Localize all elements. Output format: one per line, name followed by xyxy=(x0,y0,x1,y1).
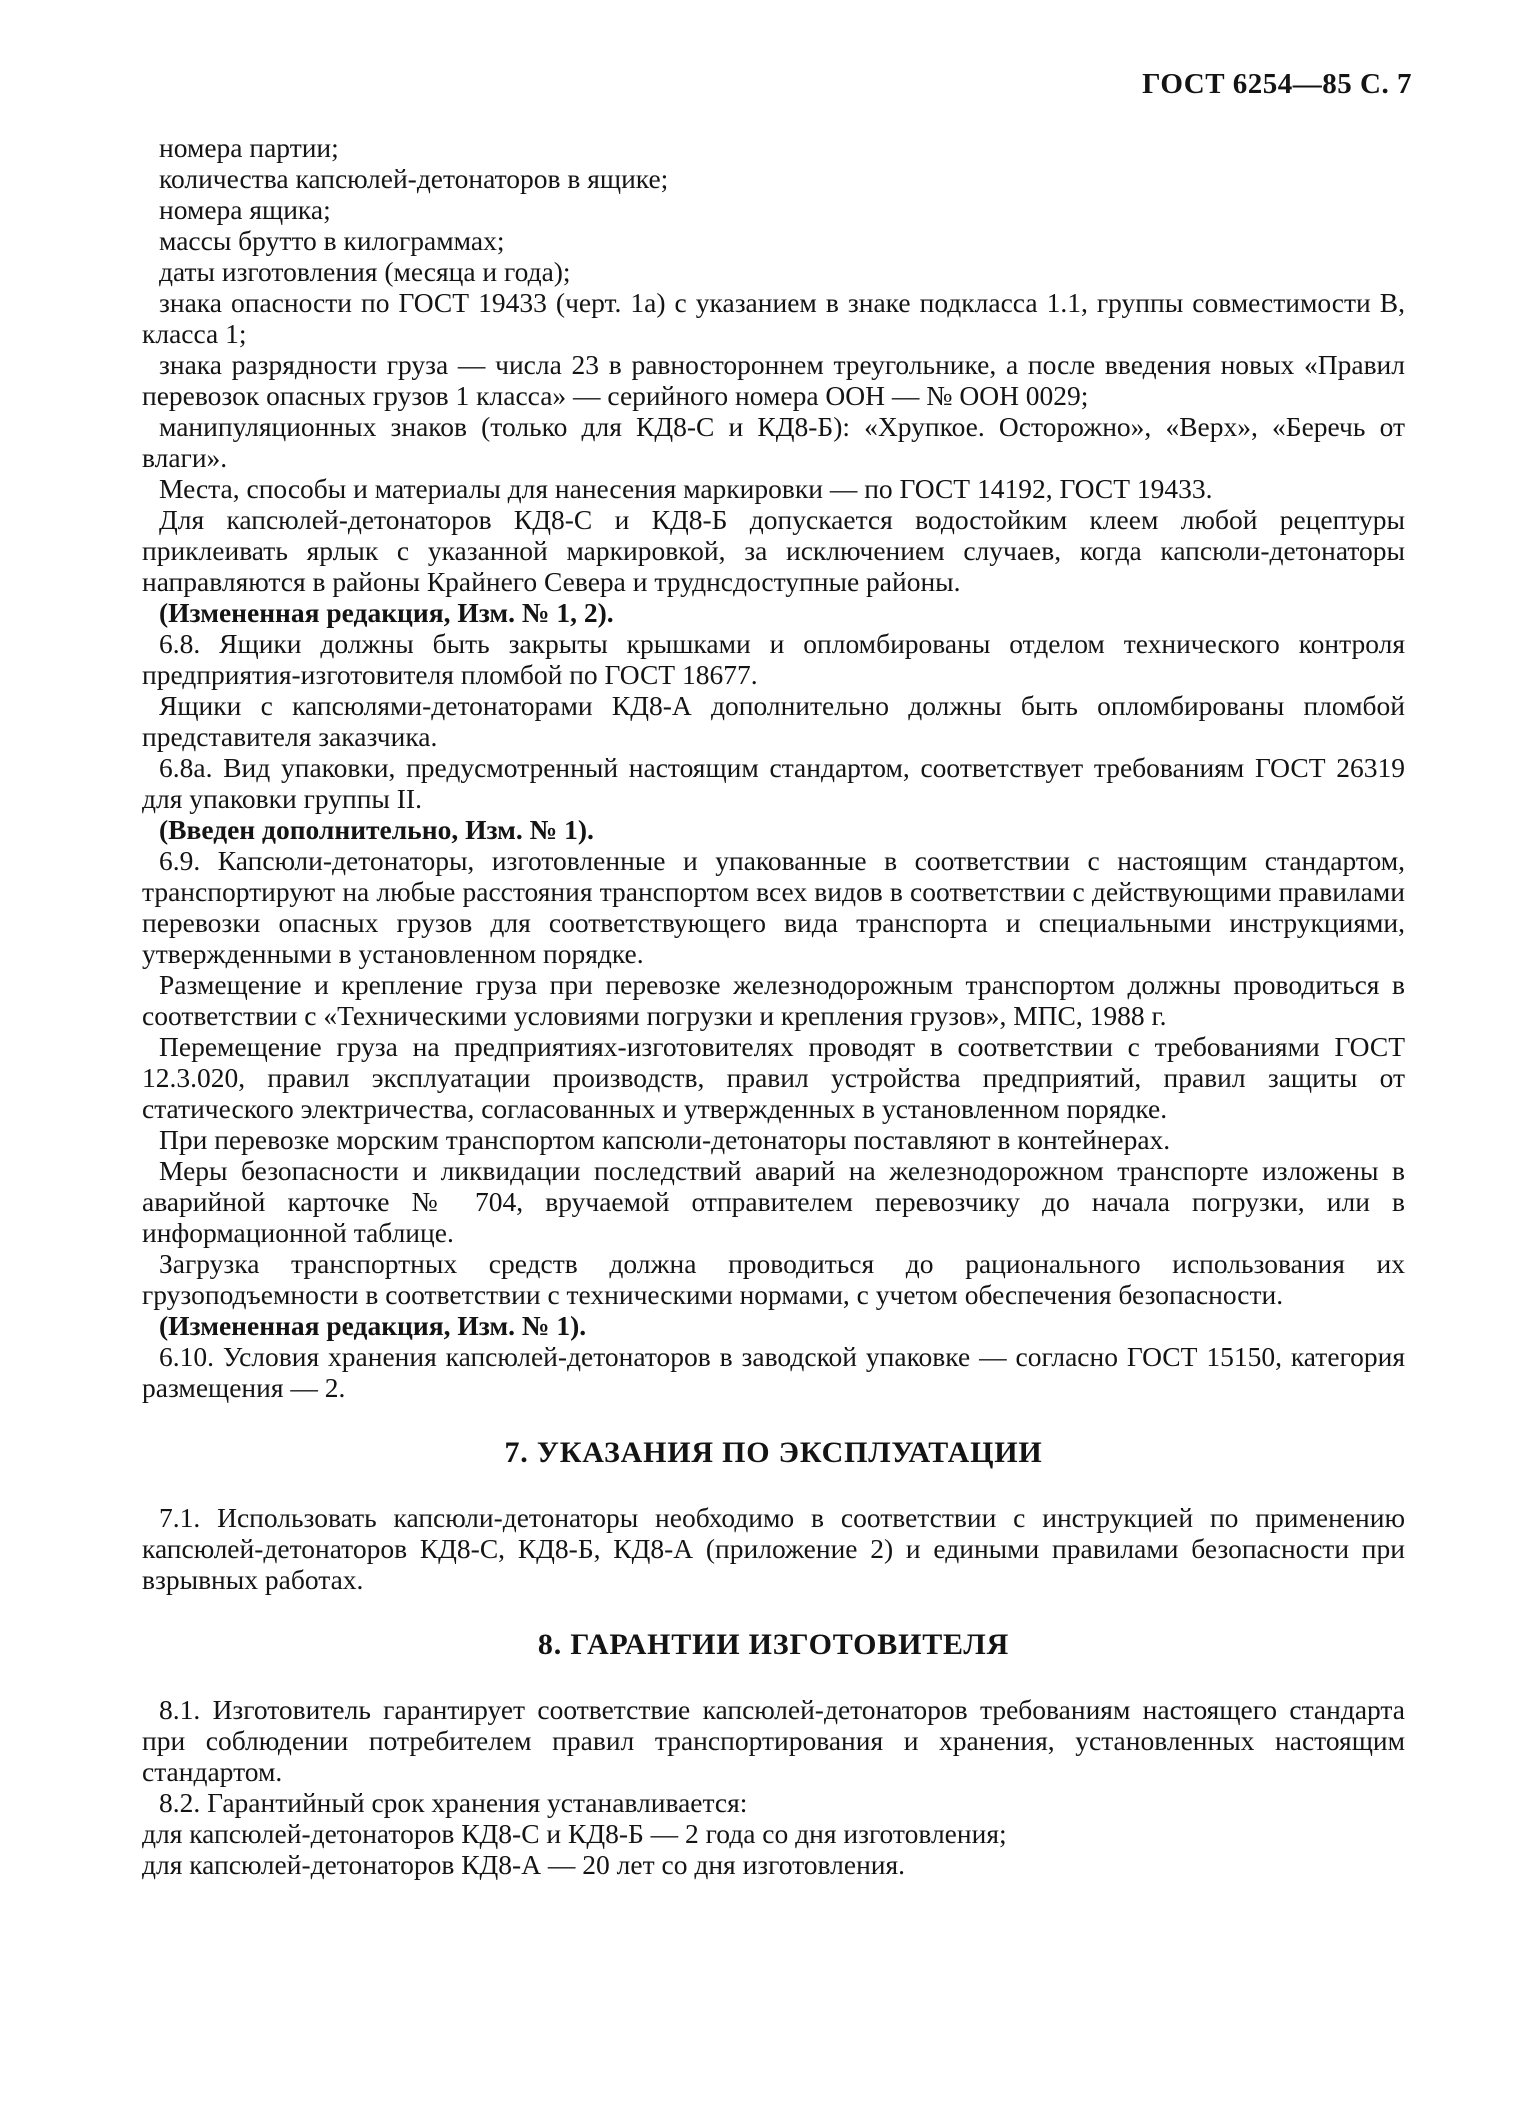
paragraph-load: Загрузка транспортных средств должна проводиться до рационального использования их грузоподъемности в соответствии с техническими нормами, с учетом обеспечения безопасности. xyxy=(142,1248,1405,1310)
list-item: номера ящика; xyxy=(159,194,331,225)
paragraph-6-8: 6.8. Ящики должны быть закрыты крышками и опломбированы отделом технического контроля предприятия-изготовителя пломбой по ГОСТ 18677. xyxy=(142,628,1405,690)
list-item: знака опасности по ГОСТ 19433 (черт. 1а) с указанием в знаке подкласса 1.1, группы совместимости В, класса 1; xyxy=(142,287,1405,349)
paragraph-8-1: 8.1. Изготовитель гарантирует соответствие капсюлей-детонаторов требованиям настоящего стандарта при соблюдении потребителем правил транспортирования и хранения, установленных настоящим стандартом. xyxy=(142,1694,1405,1787)
amendment-note: (Введен дополнительно, Изм. № 1). xyxy=(159,814,594,845)
amendment-note: (Измененная редакция, Изм. № 1, 2). xyxy=(159,597,614,628)
list-item: количества капсюлей-детонаторов в ящике; xyxy=(159,163,669,194)
paragraph-6-9: 6.9. Капсюли-детонаторы, изготовленные и упакованные в соответствии с настоящим стандартом, транспортируют на любые расстояния транспортом всех видов в соответствии с действующими правилами перевозки опасных грузов для соответствующего вида транспорта и специальными инструкциями, утвержденными в установленном порядке. xyxy=(142,845,1405,969)
paragraph-6-8-seal: Ящики с капсюлями-детонаторами КД8-А дополнительно должны быть опломбированы пломбой представителя заказчика. xyxy=(142,690,1405,752)
section-8-title: 8. ГАРАНТИИ ИЗГОТОВИТЕЛЯ xyxy=(537,1628,1010,1661)
paragraph-7-1: 7.1. Использовать капсюли-детонаторы необходимо в соответствии с инструкцией по применению капсюлей-детонаторов КД8-С, КД8-Б, КД8-А (приложение 2) и едиными правилами безопасности при взрывных работах. xyxy=(142,1502,1405,1595)
paragraph-label: Для капсюлей-детонаторов КД8-С и КД8-Б допускается водостойким клеем любой рецептуры приклеивать ярлык с указанной маркировкой, за исключением случаев, когда капсюли-детонаторы направляются в районы Крайнего Севера и труднсдоступные районы. xyxy=(142,504,1405,597)
page-header: ГОСТ 6254—85 С. 7 xyxy=(1142,68,1412,100)
paragraph-sea: При перевозке морским транспортом капсюли-детонаторы поставляют в контейнерах. xyxy=(159,1124,1171,1155)
marking-list xyxy=(142,132,1405,473)
list-item: даты изготовления (месяца и года); xyxy=(159,256,571,287)
paragraph-marking-places: Места, способы и материалы для нанесения маркировки — по ГОСТ 14192, ГОСТ 19433. xyxy=(159,473,1213,504)
paragraph-8-2-a: для капсюлей-детонаторов КД8-С и КД8-Б — 2 года со дня изготовления; xyxy=(142,1818,1007,1849)
list-item: номера партии; xyxy=(159,132,339,163)
list-item: манипуляционных знаков (только для КД8-С и КД8-Б): «Хрупкое. Осторожно», «Верх», «Беречь от влаги». xyxy=(142,411,1405,473)
list-item: массы брутто в килограммах; xyxy=(159,225,505,256)
paragraph-8-2-b: для капсюлей-детонаторов КД8-А — 20 лет со дня изготовления. xyxy=(142,1849,906,1880)
paragraph-safety: Меры безопасности и ликвидации последствий аварий на железнодорожном транспорте изложены в аварийной карточке № 704, вручаемой отправителем перевозчику до начала погрузки, или в информационной таблице. xyxy=(142,1155,1405,1248)
document-body xyxy=(142,132,1405,1880)
paragraph-8-2: 8.2. Гарантийный срок хранения устанавливается: xyxy=(159,1787,748,1818)
paragraph-6-10: 6.10. Условия хранения капсюлей-детонаторов в заводской упаковке — согласно ГОСТ 15150, категория размещения — 2. xyxy=(142,1341,1405,1403)
amendment-note: (Измененная редакция, Изм. № 1). xyxy=(159,1310,587,1341)
paragraph-rail: Размещение и крепление груза при перевозке железнодорожным транспортом должны проводиться в соответствии с «Техническими условиями погрузки и крепления грузов», МПС, 1988 г. xyxy=(142,969,1405,1031)
section-7-title: 7. УКАЗАНИЯ ПО ЭКСПЛУАТАЦИИ xyxy=(504,1436,1043,1469)
list-item: знака разрядности груза — числа 23 в равностороннем треугольнике, а после введения новых «Правил перевозок опасных грузов 1 класса» — серийного номера ООН — № ООН 0029; xyxy=(142,349,1405,411)
paragraph-6-8a: 6.8а. Вид упаковки, предусмотренный настоящим стандартом, соответствует требованиям ГОСТ 26319 для упаковки группы II. xyxy=(142,752,1405,814)
paragraph-move: Перемещение груза на предприятиях-изготовителях проводят в соответствии с требованиями ГОСТ 12.3.020, правил эксплуатации производств, правил устройства предприятий, правил защиты от статического электричества, согласованных и утвержденных в установленном порядке. xyxy=(142,1031,1405,1124)
